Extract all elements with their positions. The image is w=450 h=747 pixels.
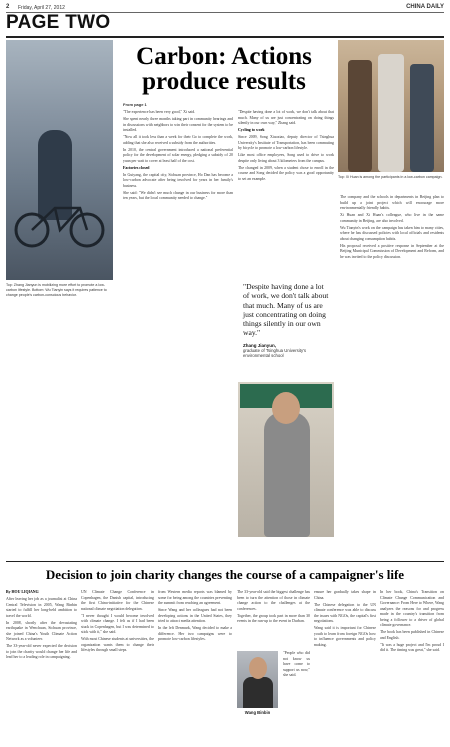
publication-date: Friday, April 27, 2012 (18, 5, 65, 11)
article-column-2 (238, 110, 334, 276)
page-header (0, 0, 450, 40)
bottom-column-2 (81, 590, 154, 742)
subheading: Factories closed (123, 165, 150, 170)
person-figure (410, 64, 434, 172)
paragraph: "Now all it took less than a week for their Go to complete the work, adding that she also received a subsidy from the authorities. (123, 135, 233, 145)
paragraph: The Chinese delegation to the UN climate conference was able to discuss the issues with NGOs, the capital's first negotiations. (314, 602, 376, 623)
section-title: PAGE TWO (6, 12, 111, 33)
paragraph: In 2008, shortly after the devastating earthquake in Wenchuan, Sichuan province, she joined China's Youth Climate Action Network as a volunteer. (6, 620, 77, 641)
headline-line-2: produce results (142, 68, 306, 95)
paragraph: Together, the group took part in more than 30 events in the run-up to the event in Durban. (237, 613, 310, 623)
bottom-column-3 (158, 590, 232, 742)
paragraph: The book has been published in Chinese and English. (380, 630, 444, 640)
paragraph: In the left Denmark, Wang decided to make a difference. Her two campaigns were to promote low-carbon lifestyles. (158, 626, 232, 641)
quote-text: "Despite having done a lot of work, we don't talk about that much. Many of us are just concentrating on doing things silently in our own way." (243, 282, 329, 338)
subheading: Cycling to work (238, 128, 265, 132)
bicycle-image (10, 190, 109, 250)
paragraph: After leaving her job as a journalist at China Central Television in 2005, Wang Binbin started to fulfill her long-held ambition to travel the world. (6, 597, 77, 618)
paper-name: CHINA DAILY (406, 4, 444, 10)
paragraph: Since 2009, Song Xiaoxiao, deputy director of Tsinghua University's Institute of Transportation, has been commuting by bicycle to promote a low-carbon lifestyle. (238, 135, 334, 150)
byline: By HOU LIQIANG (6, 590, 39, 594)
paragraph: In Guiyang, the capital city, Sichuan province, Ho Dan has become a low-carbon advocate after being involved for years in her family's business. (123, 172, 233, 188)
continued-from: From page 1 (123, 102, 147, 107)
bottom-column-5 (314, 590, 376, 742)
headline-line-1: Carbon: Actions (136, 43, 312, 70)
page-number: 2 (6, 4, 10, 10)
paragraph: She said: "We didn't see much change in our business for more than ten years, but the local community needed to change." (123, 190, 233, 200)
paragraph: His proposal received a positive response in September at the Beijing Municipal Commission of Development and Reform, and he was invited to the policy discussion. (340, 243, 444, 259)
article-column-3 (340, 195, 444, 557)
paragraph: The company and the schools in departments in Beijing plan to build up a joint project which will encourage more environmentally friendly habits. (340, 195, 444, 210)
paragraph: With most Chinese students at universities, the organization wants them to change their lifestyles through small steps. (81, 637, 154, 652)
paragraph: Like most office employees, Song used to drive to work despite only living about 3 kilometers from the campus. (238, 153, 334, 163)
paragraph: Since Wang and her colleagues had not been developing actions in the United States, they tried to attract media attention. (158, 608, 232, 623)
person-figure (378, 54, 404, 172)
bottom-column-6 (380, 590, 444, 742)
person-head (272, 392, 300, 424)
person-body (243, 677, 273, 708)
paragraph: The changed in 2009, when a student chose to enroll in the course and Song decided the policy was a good opportunity to set an example. (238, 165, 334, 181)
main-headline (118, 44, 330, 94)
paragraph: "I never thought I would become involved with climate change. I felt as if I had been stuck in Copenhagen, but I was determined to stick with it," she said. (81, 613, 154, 634)
photo-right-caption: Top: Xi Huan is among the participants in a low-carbon campaign. (338, 175, 443, 179)
paragraph: In 2010, the central government introduced a national preferential policy for the development of solar energy, pledging a subsidy of 20 yuan per watt to cover at least half of the cost. (123, 147, 233, 163)
paragraph: The 33-year-old never expected the decision to join the charity would change her life and lead her to a leading role in campaigning. (6, 644, 77, 659)
photo-zhang-jianyun-portrait (238, 382, 334, 537)
quote-author: Zhang Jianyun, (243, 342, 277, 348)
person-figure (264, 412, 310, 537)
header-rule-thick (6, 36, 444, 38)
paragraph: The 33-year-old said the biggest challenge has been to turn the attention of those in climate change action to the challenges at the conferences. (237, 590, 310, 611)
photo-xi-huan (338, 40, 444, 172)
bottom-column-1 (6, 590, 77, 742)
paragraph: "The experience has been very good," Xi said. (123, 110, 196, 114)
bottom-column-4 (237, 590, 310, 648)
paragraph: from Western media reports was blamed by some for being among the countries preventing the summit from reaching an agreement. (158, 590, 232, 605)
paragraph: "It was a huge project and I'm proud I did it. The timing was great," she said. (380, 642, 444, 652)
wang-caption: Wang Binbin (244, 710, 271, 715)
paragraph: In her book, China's Transition on Climate Change Communication and Governance: From Here to Where, Wang analyzes the reasons for and progress made in the country's transition from being a follower to a driver of global climate governance. (380, 590, 444, 627)
paragraph: She spent nearly three months taking part in community hearings and in discussions with neighbors to win their consent for the system to be installed. (123, 117, 233, 132)
bottom-column-4b (283, 651, 310, 741)
bottom-headline: Decision to join charity changes the course of a campaigner's life (45, 567, 405, 582)
photo-zhang-jianyun (6, 40, 113, 280)
paragraph: ensure her gradually takes shape in China. (314, 590, 376, 600)
article-column-1 (123, 110, 233, 556)
paragraph: Wang said it is important for Chinese youth to learn from foreign NGOs how to influence governments and policy making. (314, 626, 376, 647)
paragraph: "People who did not know us have come to support us now," she said. (283, 651, 310, 677)
paragraph: Xi Huan and Xi Huan's colleague, who live in the same community in Beijing, are also involved. (340, 213, 444, 223)
section-divider (6, 561, 444, 562)
pull-quote (243, 282, 331, 359)
person-head (249, 657, 267, 679)
person-figure (348, 60, 372, 172)
paragraph: Wu Tianyin's work on the campaign has taken him to many cities, where he has discussed policies with local officials and residents about changing consumption habits. (340, 225, 444, 241)
quote-author-role: graduate of Tsinghua University's environmental school (243, 347, 307, 359)
paragraph: UN Climate Change Conference in Copenhagen, the Danish capital, introducing the first China-initiative for the Chinese national climate negotiation delegation. (81, 590, 154, 611)
photo-left-caption: Top: Zhang Jianyun is mobilizing more effort to promote a low-carbon lifestyle. Bottom: Wu Tianyin says it requires patience to change people's carbon-conscious behavior. (6, 283, 107, 297)
photo-wang-binbin (237, 651, 278, 708)
paragraph: "Despite having done a lot of work, we don't talk about that much. Many of us are just concentrating on doing things silently in our own way," Zhang said. (238, 110, 334, 125)
